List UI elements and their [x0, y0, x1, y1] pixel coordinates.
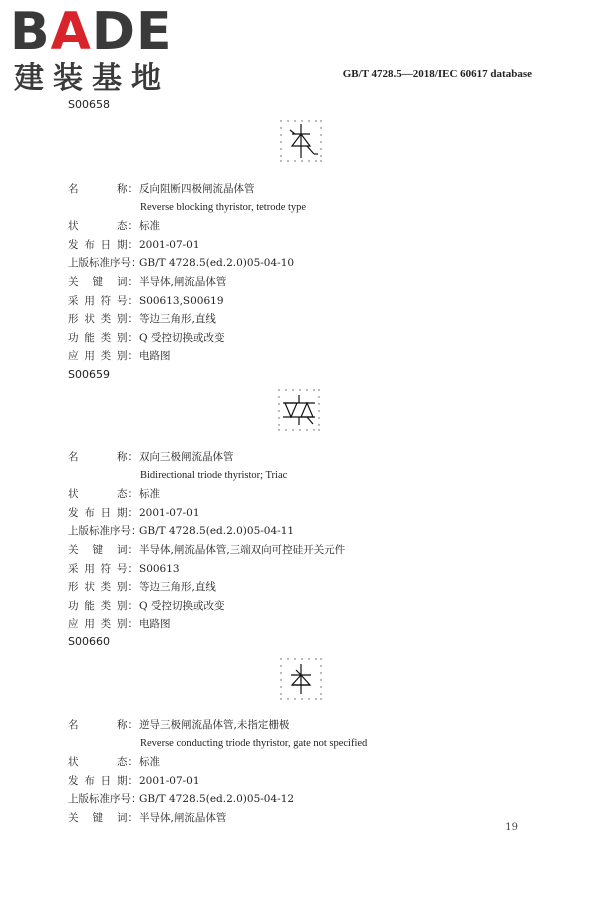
label-name: 名 称： — [68, 719, 138, 731]
keywords-value: 半导体,闸流晶体管,三端双向可控硅开关元件 — [139, 543, 346, 556]
symbol-code: S00659 — [68, 368, 110, 381]
label-function-category: 功 能 类 别： — [68, 599, 138, 612]
shape-category-value: 等边三角形,直线 — [139, 581, 216, 594]
name-en: Bidirectional triode thyristor; Triac — [140, 469, 288, 481]
label-application-category: 应 用 类 别： — [68, 618, 138, 631]
triac-symbol-icon — [276, 387, 322, 433]
label-keywords: 关 键 词： — [68, 275, 138, 288]
applied-symbols-value: S00613 — [139, 562, 180, 575]
label-status: 状 态： — [68, 488, 138, 501]
applied-symbols-value: S00613,S00619 — [139, 294, 224, 307]
symbol-entry-s00660 — [68, 716, 538, 828]
application-category-value: 电路图 — [139, 350, 171, 363]
page-number: 19 — [505, 822, 518, 833]
logo-chinese: 建装基地 — [14, 61, 170, 96]
symbol-code: S00658 — [68, 98, 110, 111]
logo-wordmark: BADE — [10, 2, 173, 62]
label-release-date: 发 布 日 期： — [68, 238, 138, 251]
shape-category-value: 等边三角形,直线 — [139, 313, 216, 326]
release-date-value: 2001-07-01 — [139, 774, 200, 787]
label-prev-standard: 上版标准序号： — [68, 793, 142, 806]
label-applied-symbols: 采 用 符 号： — [68, 562, 138, 575]
keywords-value: 半导体,闸流晶体管 — [139, 275, 227, 288]
status-value: 标准 — [139, 756, 160, 769]
thyristor-tetrode-symbol-icon — [278, 118, 324, 164]
label-release-date: 发 布 日 期： — [68, 506, 138, 519]
label-release-date: 发 布 日 期： — [68, 774, 138, 787]
name-en: Reverse conducting triode thyristor, gate not specified — [140, 737, 368, 749]
label-application-category: 应 用 类 别： — [68, 350, 138, 363]
name-en: Reverse blocking thyristor, tetrode type — [140, 201, 307, 213]
prev-standard-value: GB/T 4728.5(ed.2.0)05-04-11 — [139, 525, 295, 538]
application-category-value: 电路图 — [139, 618, 171, 631]
symbol-entry-s00659 — [68, 448, 538, 634]
symbol-code: S00660 — [68, 635, 110, 648]
label-status: 状 态： — [68, 220, 138, 233]
label-status: 状 态： — [68, 756, 138, 769]
keywords-value: 半导体,闸流晶体管 — [139, 811, 227, 824]
name-cn: 双向三极闸流晶体管 — [139, 451, 234, 463]
document-header: GB/T 4728.5—2018/IEC 60617 database — [342, 68, 532, 80]
name-cn: 逆导三极闸流晶体管,未指定栅极 — [139, 719, 290, 731]
label-prev-standard: 上版标准序号： — [68, 257, 142, 270]
label-function-category: 功 能 类 别： — [68, 331, 138, 344]
label-name: 名 称： — [68, 183, 138, 195]
label-prev-standard: 上版标准序号： — [68, 525, 142, 538]
name-cn: 反向阻断四极闸流晶体管 — [139, 183, 255, 195]
prev-standard-value: GB/T 4728.5(ed.2.0)05-04-10 — [139, 257, 295, 270]
label-keywords: 关 键 词： — [68, 811, 138, 824]
reverse-conducting-thyristor-symbol-icon — [278, 656, 324, 702]
label-name: 名 称： — [68, 451, 138, 463]
bade-logo — [10, 2, 180, 98]
function-category-value: Q 受控切换或改变 — [139, 331, 225, 344]
status-value: 标准 — [139, 488, 160, 501]
prev-standard-value: GB/T 4728.5(ed.2.0)05-04-12 — [139, 793, 295, 806]
function-category-value: Q 受控切换或改变 — [139, 599, 225, 612]
release-date-value: 2001-07-01 — [139, 238, 200, 251]
symbol-entry-s00658 — [68, 180, 538, 366]
release-date-value: 2001-07-01 — [139, 506, 200, 519]
label-applied-symbols: 采 用 符 号： — [68, 294, 138, 307]
status-value: 标准 — [139, 220, 160, 233]
label-keywords: 关 键 词： — [68, 543, 138, 556]
label-shape-category: 形 状 类 别： — [68, 581, 138, 594]
label-shape-category: 形 状 类 别： — [68, 313, 138, 326]
